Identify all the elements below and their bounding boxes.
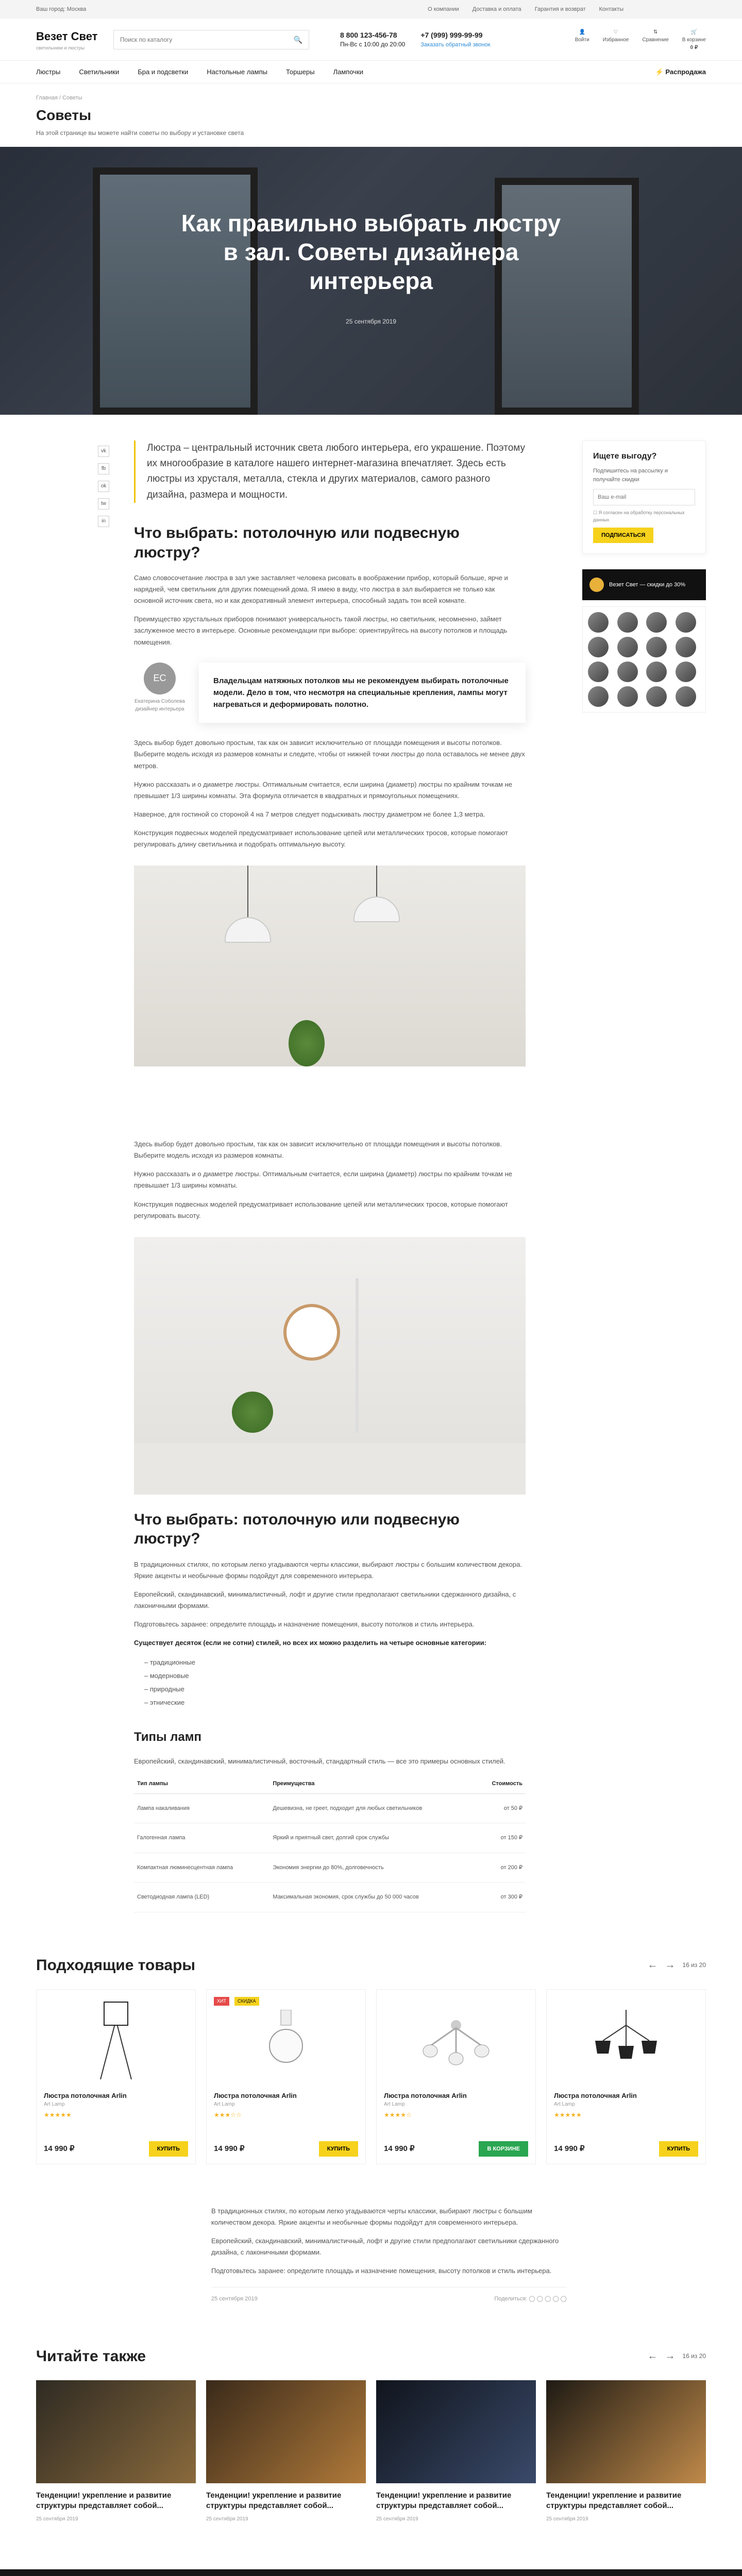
insta-photo[interactable] [617,637,638,657]
share-bar [98,440,113,1912]
arrow-left-icon[interactable]: ← [647,1959,658,1971]
phone-block: 8 800 123-456-78 Пн-Вс с 10:00 до 20:00 [340,30,406,48]
article-card[interactable]: Тенденции! укрепление и развитие структуры представляет собой... 25 сентября 2019 [36,2380,196,2523]
paragraph: Подготовьтесь заранее: определите площадь и назначение помещения, высоту потолков и стиль интерьера. [211,2267,552,2275]
nav-item-sale[interactable]: ⚡ Распродажа [655,68,706,76]
nav-item-bulbs[interactable]: Лампочки [333,68,364,76]
article-card[interactable]: Тенденции! укрепление и развитие структуры представляет собой... 25 сентября 2019 [546,2380,706,2523]
arrow-right-icon[interactable]: → [665,2350,676,2362]
page-header [36,83,706,147]
hero-banner [0,147,742,415]
avatar: ЕС [144,663,176,694]
article-card[interactable]: Тенденции! укрепление и развитие структуры представляет собой... 25 сентября 2019 [206,2380,366,2523]
paragraph: Европейский, скандинавский, минималистичный, восточный, стандартный стиль — все это примеры основных стилей. [134,1757,505,1766]
consent-checkbox[interactable]: ☐ Я согласен на обработку персональных данных [593,510,685,522]
promo-banner[interactable]: Везет Свет — скидки до 30% [582,569,706,600]
products-carousel [36,1989,706,2164]
article-lead: Люстра – центральный источник света любого интерьера, его украшение. Поэтому их многообразие в каталоге нашего интернет-магазина впечатляет. Здесь есть люстры из хрусталя, металла, стекла и других материалов, самого разного дизайна, размера и мощности. [134,440,526,503]
table-header: Преимущества [269,1774,476,1793]
article-thumbnail[interactable] [546,2380,706,2483]
paragraph: Здесь выбор будет довольно простым, так как он зависит исключительно от площади помещения и высоты потолков. Выберите модель исходя из размеров комнаты и следите, чтобы от нижней точки люстры до пола оставалось не менее двух метров. [134,739,525,770]
insta-photo[interactable] [588,637,609,657]
twitter-icon[interactable]: tw [98,498,109,510]
ok-icon[interactable]: ok [98,481,109,492]
buy-button[interactable]: КУПИТЬ [149,2141,188,2157]
product-card[interactable]: ХИТ СКИДКА Люстра потолочная Arlin Art Lamp ★★★☆☆ 14 990 ₽ КУПИТЬ [206,1989,366,2164]
table-row: Галогенная лампа Яркий и приятный свет, долгий срок службы от 150 ₽ [134,1823,526,1853]
logo[interactable]: Везет Свет светильники и люстры [36,29,98,50]
paragraph: Само словосочетание люстра в зал уже заставляет человека рисовать в воображении прибор, который больше, ярче и нарядней, чем светильник для других помещений дома. Я имею в виду, что люстра в зал выбирается не только как основной источник света, но и как декоративный элемент интерьера, способный задать тон всей комнате. [134,574,508,605]
article-card[interactable]: Тенденции! укрепление и развитие структуры представляет собой... 25 сентября 2019 [376,2380,536,2523]
rating-stars: ★★★★☆ [384,2111,412,2119]
insta-photo[interactable] [646,662,667,682]
breadcrumb[interactable]: Главная / Советы [36,95,82,101]
vk-icon[interactable]: vk [98,446,109,457]
article-meta [211,2287,567,2303]
product-image[interactable] [44,1997,188,2084]
nav-item-table-lamps[interactable]: Настольные лампы [207,68,267,76]
table-row: Лампа накаливания Дешевизна, не греет, подходит для любых светильников от 50 ₽ [134,1793,526,1823]
share-links[interactable]: Поделиться: ◯ ◯ ◯ ◯ ◯ [494,2296,567,2302]
nav-item-sconces[interactable]: Бра и подсветки [138,68,189,76]
hero-title: Как правильно выбрать люстру в зал. Советы дизайнера интерьера [181,209,561,294]
insta-photo[interactable] [617,612,638,633]
in-cart-button[interactable]: В КОРЗИНЕ [479,2141,528,2157]
topbar-link-delivery[interactable]: Доставка и оплата [472,6,521,12]
product-card[interactable]: Люстра потолочная Arlin Art Lamp ★★★★★ 14 990 ₽ КУПИТЬ [546,1989,706,2164]
insta-photo[interactable] [646,637,667,657]
city-selector[interactable]: Ваш город: Москва [36,6,87,12]
paragraph: Нужно рассказать и о диаметре люстры. Оптимальным считается, если ширина (диаметр) люстры по крайним точкам не превышает 1/3 ширины комнаты. Эта формула отличается в квадратных и прямоугольных помещениях. [134,780,513,800]
article-heading-2: Что выбрать: потолочную или подвесную люстру? [134,1511,460,1548]
lamp-icon [589,578,604,592]
nav-item-chandeliers[interactable]: Люстры [36,68,61,76]
product-card[interactable]: Люстра потолочная Arlin Art Lamp ★★★★☆ 14 990 ₽ В КОРЗИНЕ [376,1989,536,2164]
buy-button[interactable]: КУПИТЬ [319,2141,358,2157]
favorites-button[interactable]: ♡ Избранное [602,29,629,43]
search-box [113,30,309,49]
paragraph: Преимущество хрустальных приборов понимают универсальность такой люстры, но светильник, несомненно, займет заслуженное место в интерьере. Основные рекомендации при выборе: ориентируйтесь на высоту потолков и площадь помещения. [134,615,508,646]
products-counter: 16 из 20 [682,1961,706,1969]
list-item: – модерновые [144,1672,189,1680]
hero-date: 25 сентября 2019 [346,317,396,325]
nav-item-floor-lamps[interactable]: Торшеры [285,68,315,76]
topbar-link-warranty[interactable]: Гарантия и возврат [534,6,586,12]
rating-stars: ★★★☆☆ [214,2111,242,2119]
article-thumbnail[interactable] [376,2380,536,2483]
topbar-link-about[interactable]: О компании [428,6,459,12]
paragraph: Европейский, скандинавский, минималистичный, лофт и другие стили предполагают светильники сдержанного дизайна, с лаконичными формами. [211,2237,559,2257]
footer [0,2569,742,2576]
insta-photo[interactable] [617,662,638,682]
linkedin-icon[interactable]: in [98,516,109,527]
related-articles [36,2380,706,2523]
arrow-left-icon[interactable]: ← [647,2350,658,2362]
paragraph: В традиционных стилях, по которым легко угадываются черты классики, выбирают люстры с большим количеством декора. Яркие акценты и необычные формы подойдут для современного интерьера. [134,1560,522,1580]
quote-text: Владельцам натяжных потолков мы не рекомендуем выбирать потолочные модели. Дело в том, что несмотря на специальные крепления, лампы могут нагреваться и деформировать полотно. [199,663,526,723]
insta-photo[interactable] [588,612,609,633]
paragraph: Конструкция подвесных моделей предусматривает использование цепей или металлических тросов, которые помогают регулировать длину светильника и подобрать оптимальную высоту. [134,828,508,849]
insta-photo[interactable] [617,686,638,707]
table-row: Компактная люминесцентная лампа Экономия энергии до 80%, долговечность от 200 ₽ [134,1853,526,1883]
page-subtitle: На этой странице вы можете найти советы по выбору и установке света [36,129,244,137]
email-field[interactable] [593,489,695,505]
compare-icon: ⇅ [653,29,658,35]
rating-stars: ★★★★★ [554,2111,582,2119]
login-button[interactable]: 👤 Войти [575,29,589,43]
paragraph: Европейский, скандинавский, минималистичный, лофт и другие стили предполагают светильники сдержанного дизайна, с лаконичными формами. [134,1590,516,1609]
paragraph: Подготовьтесь заранее: определите площадь и назначение помещения, высоту потолков и стиль интерьера. [134,1620,475,1629]
article-heading-3: Типы ламп [134,1730,202,1744]
subscribe-text: Подпишитесь на рассылку и получайте скидки [593,468,668,483]
article-date: 25 сентября 2019 [211,2296,258,2302]
subscribe-box [582,440,706,554]
product-image[interactable] [384,1997,528,2084]
paragraph: Наверное, для гостиной со стороной 4 на 7 метров следует подыскивать люстру диаметром не более 1,3 метра. [134,810,485,818]
rating-stars: ★★★★★ [44,2111,72,2119]
article-thumbnail[interactable] [36,2380,196,2483]
buy-button[interactable]: КУПИТЬ [659,2141,698,2157]
article-photo-lamps [134,866,526,1123]
header [0,19,742,61]
insta-photo[interactable] [676,612,696,633]
list-item: – этнические [144,1699,185,1707]
paragraph: Конструкция подвесных моделей предусматривает использование цепей или металлических тросов, которые помогают регулировать высоту. [134,1200,508,1219]
subscribe-title: Ищете выгоду? [593,451,657,461]
read-also-title: Читайте также [36,2347,146,2365]
table-header: Тип лампы [134,1774,269,1793]
style-list [144,1656,526,1709]
list-item: – традиционные [144,1658,195,1667]
cart-button[interactable]: 🛒 В корзине 0 ₽ [682,29,706,50]
nav-item-lamps[interactable]: Светильники [79,68,120,76]
product-image[interactable]: ХИТ СКИДКА [214,1997,358,2084]
insta-photo[interactable] [646,686,667,707]
insta-photo[interactable] [588,686,609,707]
cart-icon: 🛒 [690,29,698,35]
insta-photo[interactable] [646,612,667,633]
page-title: Советы [36,107,91,123]
table-header: Стоимость [477,1774,526,1793]
article-thumbnail[interactable] [206,2380,366,2483]
article-body [134,440,526,1912]
insta-photo[interactable] [676,686,696,707]
list-title: Существует десяток (если не сотни) стилей, но всех их можно разделить на четыре основные категории: [134,1639,486,1647]
product-image[interactable] [554,1997,698,2084]
list-item: – природные [144,1685,184,1693]
facebook-icon[interactable]: fb [98,463,109,474]
main-nav [0,61,742,83]
insta-photo[interactable] [676,637,696,657]
instagram-grid [582,606,706,713]
expert-quote [134,663,526,723]
lamp-types-table [134,1774,526,1912]
search-input[interactable] [120,36,294,43]
article-photo-clock [134,1237,526,1495]
article-heading-1: Что выбрать: потолочную или подвесную люстру? [134,524,460,561]
product-card[interactable]: Люстра потолочная Arlin Art Lamp ★★★★★ 14 990 ₽ КУПИТЬ [36,1989,196,2164]
subscribe-button[interactable]: ПОДПИСАТЬСЯ [593,528,653,543]
read-counter: 16 из 20 [682,2352,706,2360]
insta-photo[interactable] [676,662,696,682]
table-row: Светодиодная лампа (LED) Максимальная экономия, срок службы до 50 000 часов от 300 ₽ [134,1883,526,1912]
compare-button[interactable]: ⇅ Сравнение [642,29,669,43]
article-continuation [175,2206,567,2303]
phone-block-2: +7 (999) 999-99-99 Заказать обратный звонок [420,30,491,48]
paragraph: В традиционных стилях, по которым легко угадываются черты классики, выбирают люстры с большим количеством декора. Яркие акценты и необычные формы подойдут для современного интерьера. [211,2207,532,2226]
heart-icon: ♡ [613,29,618,35]
products-title: Подходящие товары [36,1956,196,1974]
user-icon: 👤 [579,29,585,35]
callback-link[interactable]: Заказать обратный звонок [420,42,491,48]
topbar [0,0,742,19]
insta-photo[interactable] [588,662,609,682]
quote-author: ЕС Екатерина Соболева дизайнер интерьера [134,663,185,713]
arrow-right-icon[interactable]: → [665,1959,676,1971]
topbar-link-contacts[interactable]: Контакты [599,6,623,12]
paragraph: Нужно рассказать и о диаметре люстры. Оптимальным считается, если ширина (диаметр) люстры по крайним точкам не превышает 1/3 ширины комнаты. [134,1170,513,1190]
sidebar [582,440,706,1912]
search-icon[interactable]: 🔍 [293,35,302,44]
paragraph: Здесь выбор будет довольно простым, так как он зависит исключительно от площади помещения и высоты потолков. Выберите модель исходя из размеров комнаты. [134,1140,502,1160]
